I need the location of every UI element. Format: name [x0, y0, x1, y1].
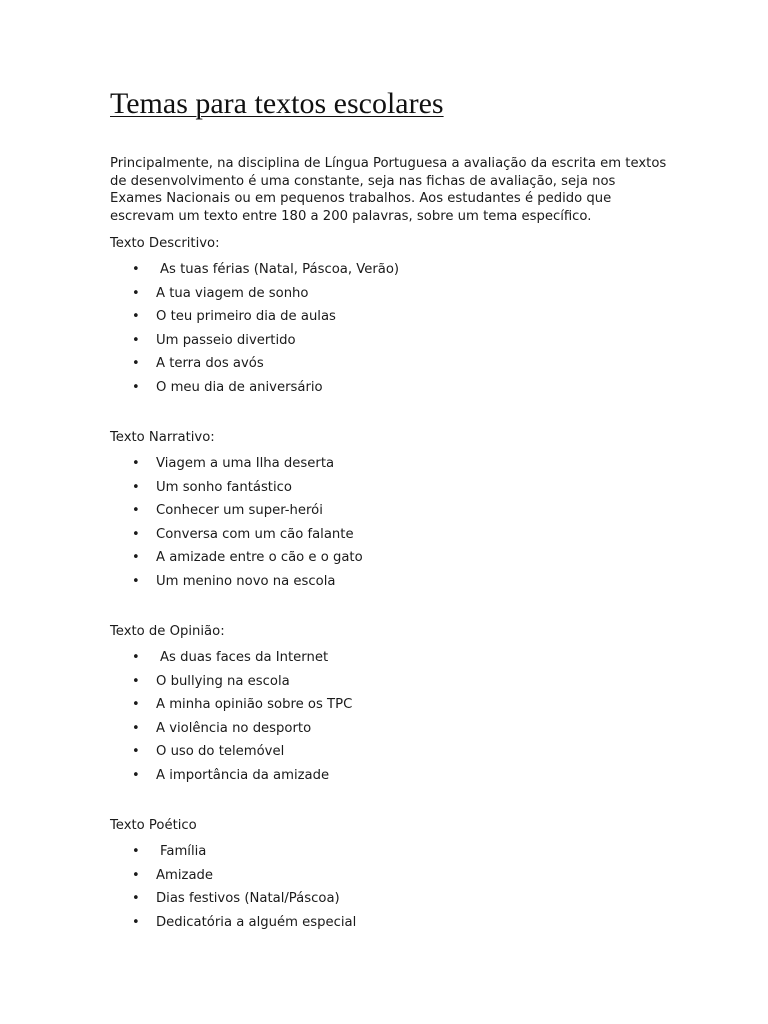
list-item-text: O uso do telemóvel: [156, 744, 285, 759]
list-item-text: A minha opinião sobre os TPC: [156, 697, 353, 712]
bullet-icon: •: [132, 550, 140, 565]
list-item: [110, 455, 670, 479]
list-item-text: Conversa com um cão falante: [156, 526, 354, 542]
section-texto-narrativo: [110, 429, 670, 596]
bullet-icon: •: [132, 503, 140, 518]
list-item: [110, 743, 670, 767]
list-item: [110, 673, 670, 697]
list-item-text: A amizade entre o cão e o gato: [156, 550, 363, 565]
bullet-icon: •: [132, 379, 140, 395]
section-texto-de-opiniao: [110, 623, 670, 790]
list-item: [110, 261, 670, 285]
list-item: [110, 549, 670, 573]
bullet-icon: •: [132, 309, 140, 324]
bullet-icon: •: [132, 262, 140, 277]
bullet-icon: •: [132, 573, 140, 589]
section-heading: Texto Descritivo:: [110, 236, 220, 251]
section-texto-poetico: [110, 817, 670, 937]
section-heading: Texto de Opinião:: [110, 624, 225, 639]
list-item: [110, 308, 670, 332]
list-item: [110, 843, 670, 867]
list-item: [110, 479, 670, 503]
list-item-text: A violência no desporto: [156, 720, 312, 736]
list-item-text: Um passeio divertido: [156, 332, 296, 348]
topic-list: [110, 649, 670, 790]
bullet-icon: •: [132, 720, 140, 736]
list-item-text: Dedicatória a alguém especial: [156, 914, 357, 930]
section-heading: Texto Poético: [110, 818, 197, 833]
list-item-text: Um menino novo na escola: [156, 573, 336, 589]
list-item-text: Amizade: [156, 867, 214, 883]
list-item-text: O bullying na escola: [156, 673, 290, 689]
list-item-text: O meu dia de aniversário: [156, 379, 323, 395]
list-item-text: Um sonho fantástico: [156, 479, 292, 495]
section-texto-descritivo: [110, 235, 670, 402]
list-item: [110, 285, 670, 309]
list-item: [110, 526, 670, 550]
section-heading: Texto Narrativo:: [110, 430, 215, 445]
bullet-icon: •: [132, 479, 140, 495]
list-item-text: O teu primeiro dia de aulas: [156, 309, 336, 324]
bullet-icon: •: [132, 914, 140, 930]
list-item-text: As tuas férias (Natal, Páscoa, Verão): [160, 262, 400, 277]
list-item-text: A importância da amizade: [156, 767, 330, 783]
bullet-icon: •: [132, 456, 140, 471]
list-item: [110, 914, 670, 938]
list-item-text: Viagem a uma Ilha deserta: [156, 456, 335, 471]
bullet-icon: •: [132, 650, 140, 665]
list-item: [110, 502, 670, 526]
list-item: [110, 890, 670, 914]
list-item-text: Dias festivos (Natal/Páscoa): [156, 891, 340, 906]
bullet-icon: •: [132, 844, 140, 859]
list-item-text: A tua viagem de sonho: [156, 285, 309, 301]
bullet-icon: •: [132, 891, 140, 906]
bullet-icon: •: [132, 526, 140, 542]
intro-paragraph: Principalmente, na disciplina de Língua Portuguesa a avaliação da escrita em textos de desenvolvimento é uma constante, seja nas fichas de avaliação, seja nos Exames Nacionais ou em pequenos trabalhos. Aos estudantes é pedido que escrevam um texto entre 180 a 200 palavras, sobre um tema específico.: [110, 156, 667, 224]
list-item: [110, 720, 670, 744]
list-item: [110, 767, 670, 791]
bullet-icon: •: [132, 356, 140, 371]
page-title: Temas para textos escolares: [110, 87, 444, 120]
bullet-icon: •: [132, 697, 140, 712]
topic-list: [110, 843, 670, 937]
list-item-text: A terra dos avós: [156, 356, 264, 371]
list-item-text: Conhecer um super-herói: [156, 503, 323, 518]
topic-list: [110, 261, 670, 402]
list-item: [110, 696, 670, 720]
list-item: [110, 867, 670, 891]
bullet-icon: •: [132, 285, 140, 301]
bullet-icon: •: [132, 744, 140, 759]
list-item: [110, 332, 670, 356]
bullet-icon: •: [132, 767, 140, 783]
list-item: [110, 379, 670, 403]
bullet-icon: •: [132, 332, 140, 348]
list-item: [110, 573, 670, 597]
list-item-text: Família: [160, 844, 207, 859]
list-item: [110, 649, 670, 673]
list-item-text: As duas faces da Internet: [160, 650, 329, 665]
bullet-icon: •: [132, 673, 140, 689]
topic-list: [110, 455, 670, 596]
bullet-icon: •: [132, 867, 140, 883]
list-item: [110, 355, 670, 379]
